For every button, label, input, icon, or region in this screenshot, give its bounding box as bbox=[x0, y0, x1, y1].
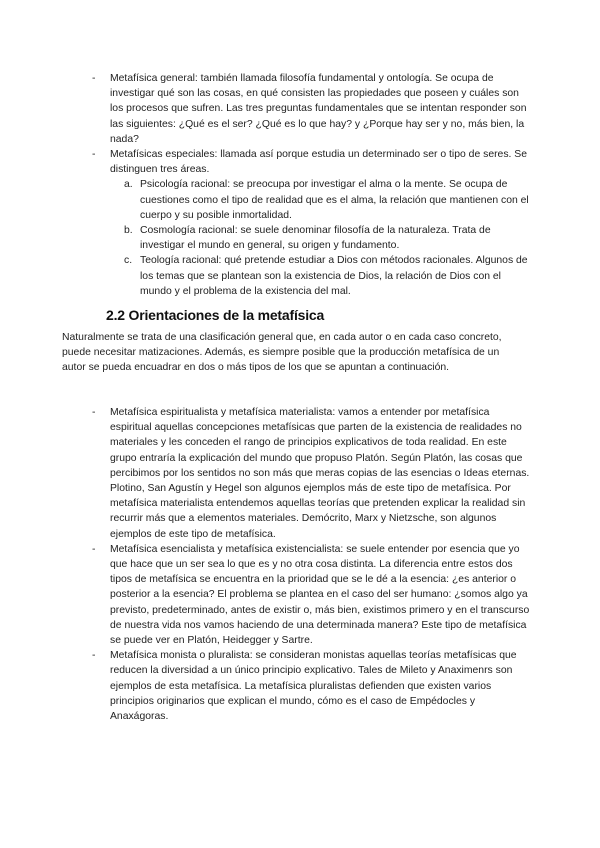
list-item bbox=[62, 71, 532, 147]
list-item bbox=[62, 648, 532, 724]
list-marker: - bbox=[92, 407, 96, 418]
sub-list-item-text: Teología racional: qué pretende estudiar a Dios con métodos racionales. Algunos de los temas que se plantean son la existencia de Dios, la relación de Dios con el mundo y el problema de la existencia del mal. bbox=[140, 255, 528, 297]
list-marker: - bbox=[92, 149, 96, 161]
list-item bbox=[62, 405, 532, 542]
sub-list-item-text: Cosmología racional: se suele denominar filosofía de la naturaleza. Trata de investigar el mundo en general, su origen y fundamento. bbox=[140, 225, 491, 252]
list-item-text: Metafísica monista o pluralista: se consideran monistas aquellas teorías metafísicas que reducen la diversidad a un único principio explicativo. Tales de Mileto y Anaximenrs son ejemplos de esta metafísica. La metafísica pluralistas defienden que existen varios principios originarios que explican el mundo, cómo es el caso de Empédocles y Anaxágoras. bbox=[110, 650, 517, 723]
list-item-text: Metafísica general: también llamada filosofía fundamental y ontología. Se ocupa de investigar qué son las cosas, en qué consisten las propiedades que poseen y cuáles son los procesos que sufren. Las tres preguntas fundamentales que se intentan responder son las siguientes: ¿Qué es el ser? ¿Qué es lo que hay? y ¿Porque hay ser y no, más bien, la nada? bbox=[110, 73, 527, 145]
sub-list-marker: c. bbox=[124, 255, 133, 267]
orient-list-block bbox=[62, 405, 532, 724]
list-item bbox=[62, 147, 532, 299]
top-list bbox=[62, 71, 532, 299]
list-item-text: Metafísica espiritualista y metafísica materialista: vamos a entender por metafísica espiritual aquellas concepciones metafísicas que parten de la existencia de realidades no materiales y les conceden el rango de principios explicativos de toda realidad. En este grupo entraría la explicación del mundo que propuso Platón. Según Platón, las cosas que percibimos por los sentidos no son más que meras copias de las esencias o Ideas eternas. Plotino, San Agustín y Hegel son algunos ejemplos más de este tipo de metafísica. Por metafísica materialista entendemos aquellas teorías que pretenden explicar la realidad sin recurrir más que a elementos materiales. Demócrito, Marx y Nietzsche, son algunos ejemplos de este tipo de metafísica. bbox=[110, 407, 530, 540]
section-title: 2.2 Orientaciones de la metafísica bbox=[106, 307, 325, 323]
sub-list-marker: b. bbox=[124, 225, 133, 237]
list-marker: - bbox=[92, 543, 96, 555]
sub-list-marker: a. bbox=[124, 179, 133, 191]
list-marker: - bbox=[92, 73, 96, 84]
list-marker: - bbox=[92, 650, 96, 662]
sub-list bbox=[110, 177, 532, 299]
sub-list-item-text: Psicología racional: se preocupa por investigar el alma o la mente. Se ocupa de cuestiones como el tipo de realidad que es el alma, la relación que mantienen con el cuerpo y su posible inmortalidad. bbox=[140, 179, 529, 221]
sub-list-item bbox=[110, 177, 532, 223]
list-item bbox=[62, 542, 532, 648]
top-list-block bbox=[62, 71, 532, 299]
orient-list bbox=[62, 405, 532, 724]
sub-list-item bbox=[110, 253, 532, 299]
list-item-text: Metafísica esencialista y metafísica existencialista: se suele entender por esencia que yo que hace que un ser sea lo que es y no otra cosa distinta. La diferencia entre estos dos tipos de metafísica se encuentra en la prioridad que se le dé a la esencia: ¿es anterior o posterior a la esencia? El problema se plantea en el caso del ser humano: ¿somos algo ya previsto, predeterminado, antes de existir o, más bien, existimos primero y en el transcurso de nuestra vida nos vamos haciendo de una determinada manera? Este tipo de metafísica se puede ver en Platón, Heidegger y Sartre. bbox=[110, 543, 530, 647]
sub-list-item bbox=[110, 223, 532, 253]
list-item-text: Metafísicas especiales: llamada así porque estudia un determinado ser o tipo de seres. Se distinguen tres áreas. bbox=[110, 149, 528, 176]
section-intro: Naturalmente se trata de una clasificación general que, en cada autor o en cada caso concreto, puede necesitar matizaciones. Además, es siempre posible que la producción metafísica de un autor se pueda encuadrar en dos o más tipos de los que se apuntan a continuación. bbox=[62, 332, 502, 374]
